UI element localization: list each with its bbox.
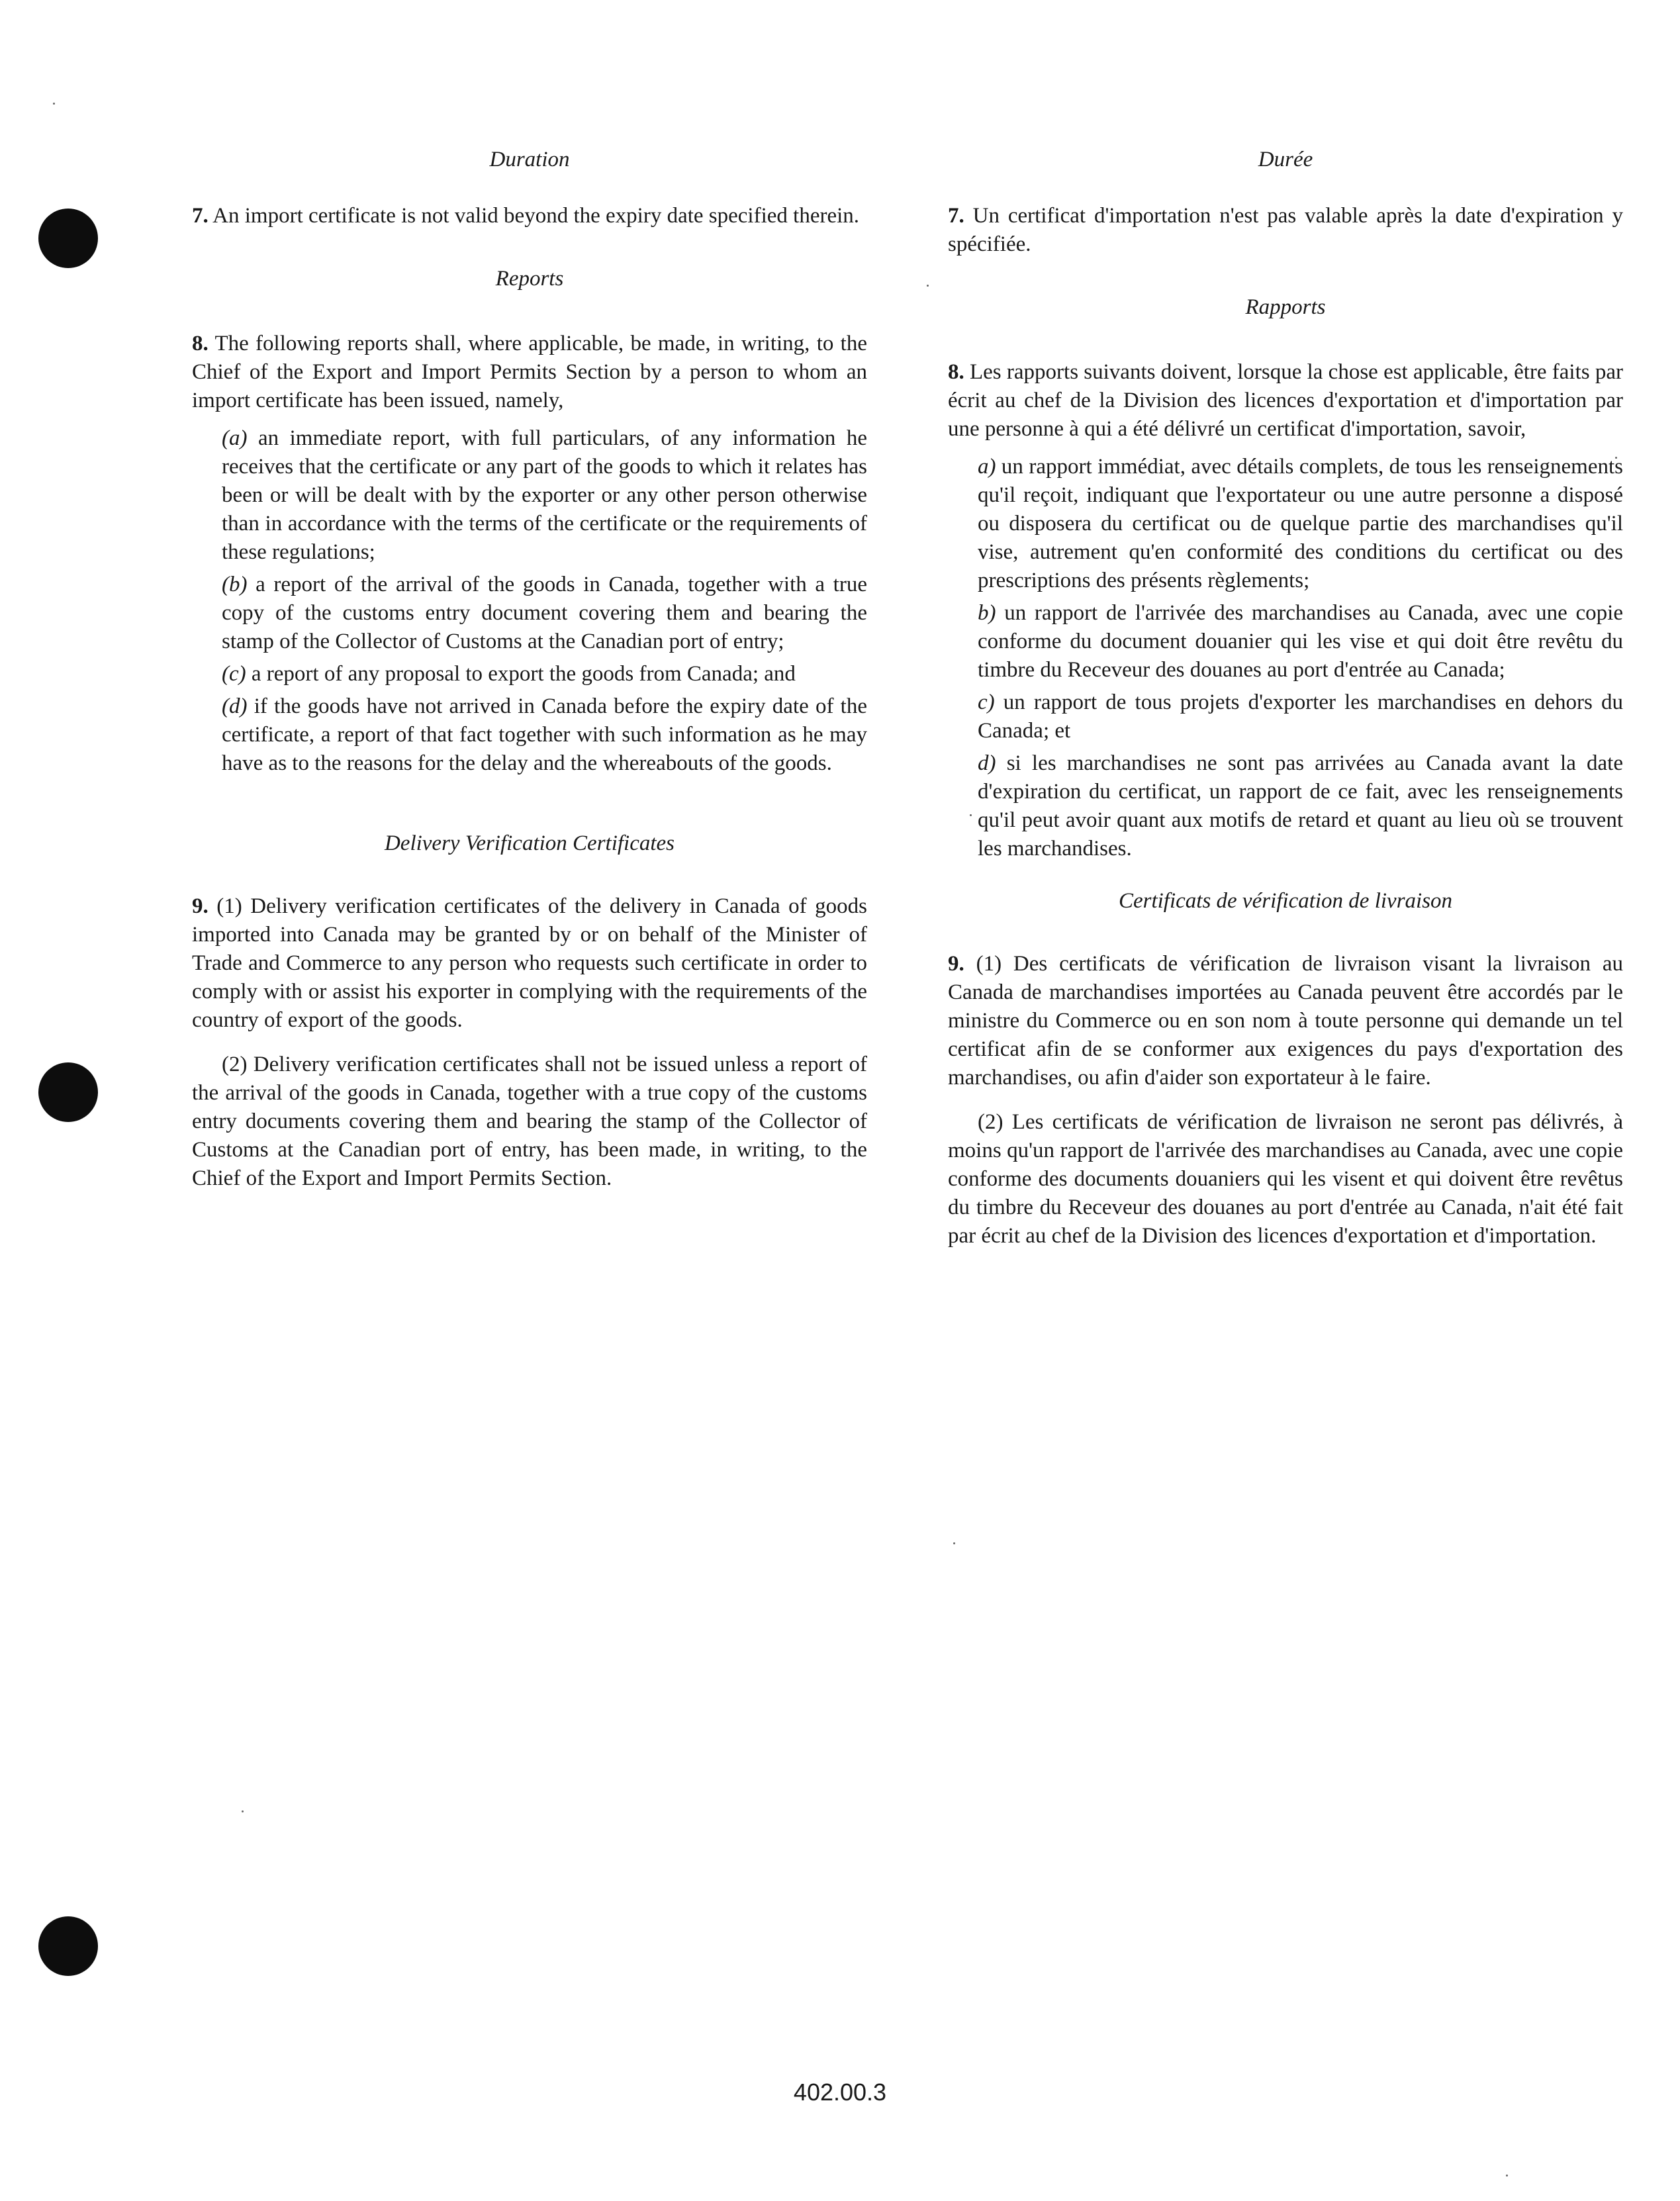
item-text: an immediate report, with full particulars, of any information he receives that the certificate or any part of the goods to which it relates has been or will be dealt with by the exporter or any other person otherwise than in accordance with the terms of the certificate or the requirements of these regulations; — [222, 426, 867, 564]
rapports-heading: Rapports — [1245, 295, 1326, 319]
section-8 — [192, 330, 867, 415]
section-9-1-text: (1) Des certificats de vérification de livraison visant la livraison au Canada de marchandises importées au Canada peuvent être accordés par le ministre du Commerce ou en son nom à toute personne qui demande un tel certificat afin de se conformer aux exigences du pays d'exportation des marchandises, ou afin d'aider son exportateur à le faire. — [948, 952, 1623, 1090]
scan-speck — [53, 103, 55, 105]
list-item — [222, 660, 867, 688]
section-8-number: 8. — [192, 332, 209, 355]
reports-heading: Reports — [495, 267, 564, 291]
section-8-number: 8. — [948, 360, 964, 384]
section-7-text: An import certificate is not valid beyond the expiry date specified therein. — [208, 204, 860, 228]
section-7 — [192, 202, 867, 230]
scan-speck — [1506, 2175, 1508, 2177]
punch-hole-bottom — [38, 1916, 98, 1976]
item-text: if the goods have not arrived in Canada before the expiry date of the certificate, a report of that fact together with such information as he may have as to the reasons for the delay and the whereabouts of the goods. — [222, 694, 867, 775]
certificats-heading: Certificats de vérification de livraison — [1118, 889, 1453, 913]
punch-hole-top — [38, 209, 98, 268]
list-item — [222, 571, 867, 656]
item-label: (b) — [222, 573, 248, 596]
section-9-number: 9. — [192, 894, 209, 918]
section-8-text: Les rapports suivants doivent, lorsque la chose est applicable, être faits par écrit au chef de la Division des licences d'exportation et d'importation par une personne à qui a été délivré un certificat d'importation, savoir, — [948, 360, 1623, 441]
item-label: c) — [978, 690, 995, 714]
item-text: un rapport de l'arrivée des marchandises au Canada, avec une copie conforme du document douanier qui les vise et qui doit être revêtu du timbre du Receveur des douanes au port d'entrée au Canada; — [978, 601, 1623, 682]
punch-hole-middle — [38, 1062, 98, 1122]
duree-heading: Durée — [1258, 148, 1313, 171]
section-7-number: 7. — [948, 204, 964, 228]
page-number: 402.00.3 — [793, 2079, 887, 2106]
section-8-fr — [948, 358, 1623, 444]
item-text: un rapport immédiat, avec détails complets, de tous les renseignements qu'il reçoit, indiquant que l'exportateur ou une autre personne a disposé ou disposera du certificat ou de quelque partie des marchandises qu'il vise, autrement qu'en conformité des conditions du certificat ou des prescriptions des présents règlements; — [978, 455, 1623, 592]
item-label: (c) — [222, 662, 246, 686]
list-item — [978, 453, 1623, 595]
section-7-text: Un certificat d'importation n'est pas valable après la date d'expiration y spécifiée. — [948, 204, 1623, 256]
section-9-number: 9. — [948, 952, 964, 976]
list-item — [222, 424, 867, 567]
list-item — [978, 599, 1623, 684]
section-9-2-fr: (2) Les certificats de vérification de livraison ne seront pas délivrés, à moins qu'un rapport de l'arrivée des marchandises au Canada, avec une copie conforme des documents douaniers qui les visent et qui doivent être revêtus du timbre du Receveur des douanes au port d'entrée au Canada, n'ait été fait par écrit au chef de la Division des licences d'exportation et d'importation. — [948, 1110, 1623, 1248]
delivery-verification-heading: Delivery Verification Certificates — [384, 831, 675, 855]
scan-speck — [927, 285, 929, 287]
item-text: si les marchandises ne sont pas arrivées au Canada avant la date d'expiration du certificat, un rapport de ce fait, avec les renseignements qu'il peut avoir quant aux motifs de retard et quant au lieu où se trouvent les marchandises. — [978, 751, 1623, 861]
section-9-1-fr — [948, 950, 1623, 1092]
item-label: d) — [978, 751, 996, 775]
french-column — [948, 146, 1623, 1250]
section-7-fr — [948, 202, 1623, 259]
scan-speck — [953, 1542, 955, 1544]
item-text: a report of the arrival of the goods in Canada, together with a true copy of the customs entry document covering them and bearing the stamp of the Collector of Customs at the Canadian port of entry; — [222, 573, 867, 653]
english-column — [192, 146, 867, 1193]
item-text: un rapport de tous projets d'exporter les marchandises en dehors du Canada; et — [978, 690, 1623, 743]
section-8-text: The following reports shall, where applicable, be made, in writing, to the Chief of the Export and Import Permits Section by a person to whom an import certificate has been issued, namely, — [192, 332, 867, 412]
item-label: a) — [978, 455, 996, 479]
item-label: (a) — [222, 426, 248, 450]
section-9-1-text: (1) Delivery verification certificates of the delivery in Canada of goods imported into Canada may be granted by or on behalf of the Minister of Trade and Commerce to any person who requests such certificate in order to comply with or assist his exporter in complying with the requirements of the country of export of the goods. — [192, 894, 867, 1032]
section-9-1 — [192, 892, 867, 1035]
list-item — [978, 688, 1623, 745]
item-text: a report of any proposal to export the goods from Canada; and — [246, 662, 796, 686]
item-label: (d) — [222, 694, 248, 718]
scan-speck — [242, 1810, 244, 1812]
list-item — [978, 749, 1623, 863]
section-7-number: 7. — [192, 204, 209, 228]
item-label: b) — [978, 601, 996, 625]
duration-heading: Duration — [489, 148, 570, 171]
section-9-2: (2) Delivery verification certificates shall not be issued unless a report of the arrival of the goods in Canada, together with a true copy of the customs entry documents covering them and bearing the stamp of the Collector of Customs at the Canadian port of entry, has been made, in writing, to the Chief of the Export and Import Permits Section. — [192, 1053, 867, 1190]
list-item — [222, 692, 867, 778]
